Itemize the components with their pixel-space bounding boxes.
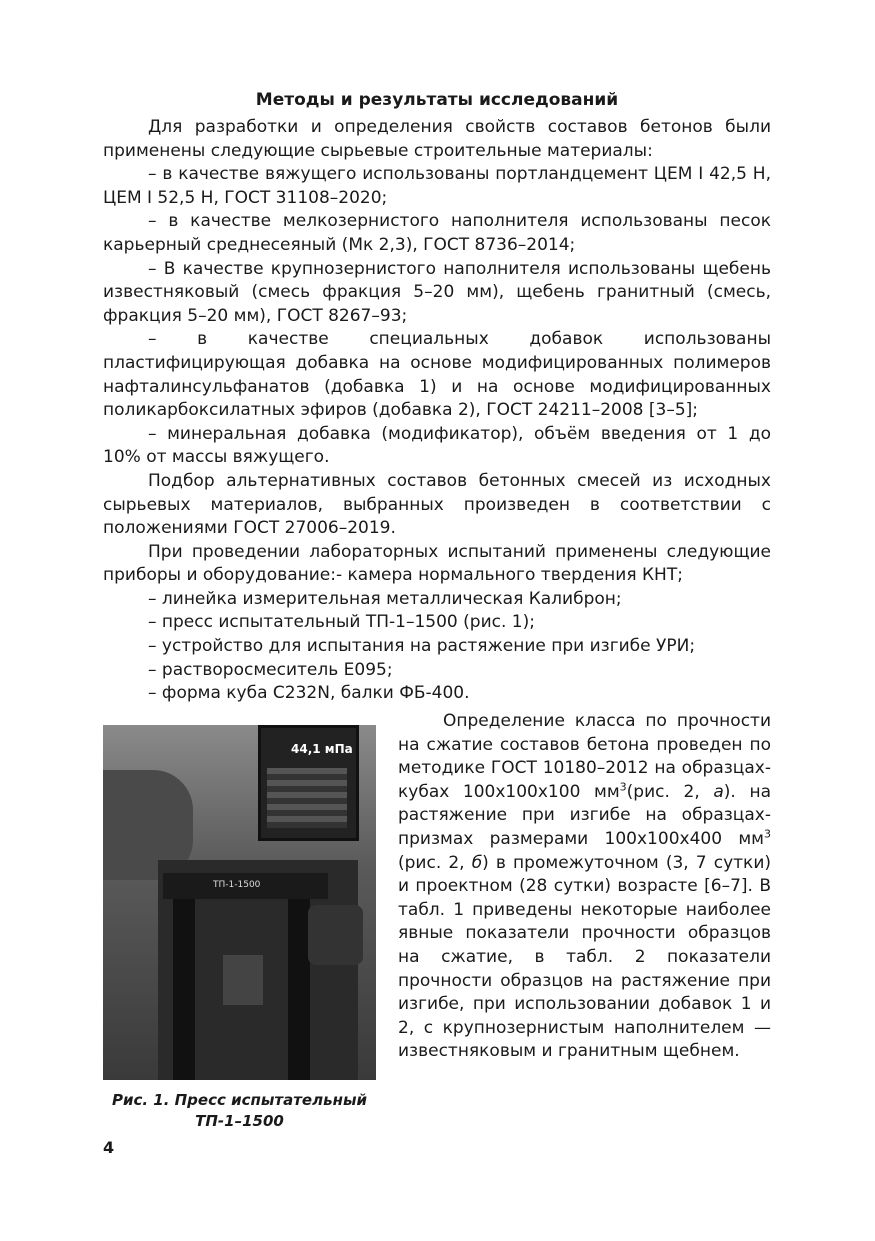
list-item: – минеральная добавка (модификатор), объём введения от 1 до 10% от массы вяжущего. (103, 423, 771, 468)
list-item: – устройство для испытания на растяжение при изгибе УРИ; (148, 636, 696, 657)
list-item: – растворосмеситель Е095; (148, 659, 393, 680)
caption-line-1: Рис. 1. Пресс испытательный (111, 1091, 368, 1109)
list-item: – пресс испытательный ТП-1–1500 (рис. 1); (148, 612, 535, 633)
paragraph: Подбор альтернативных составов бетонных смесей из исходных сырьевых материалов, выбранных произведен в соответствии с положениями ГОСТ 27006–2019. (103, 470, 771, 539)
body-text (103, 116, 771, 706)
press-photo (103, 725, 376, 1080)
caption-line-2: ТП-1–1500 (195, 1112, 284, 1130)
list-item: – в качестве мелкозернистого наполнителя использованы песок карьерный среднесеяный (Мк 2,3), ГОСТ 8736–2014; (103, 211, 771, 255)
machine-label: ТП-1-1500 (213, 880, 261, 890)
list-item: – линейка измерительная металлическая Калиброн; (148, 588, 622, 609)
display-value: 44,1 мПа (291, 742, 353, 756)
list-item: – в качестве вяжущего использованы портландцемент ЦЕМ I 42,5 Н, ЦЕМ I 52,5 Н, ГОСТ 31108–2020; (103, 164, 771, 208)
press-display (258, 725, 359, 841)
figure-1 (103, 725, 376, 1132)
list-item: – В качестве крупнозернистого наполнителя использованы щебень известняковый (смесь фракция 5–20 мм), щебень гранитный (смесь, фракция 5–20 мм), ГОСТ 8267–93; (103, 258, 771, 326)
list-item: – форма куба С232N, балки ФБ-400. (148, 683, 470, 704)
paragraph: При проведении лабораторных испытаний применены следующие приборы и оборудование:- камера нормального твердения КНТ; (103, 541, 771, 586)
figure-caption (103, 1090, 376, 1132)
page-number: 4 (103, 1138, 115, 1157)
method-paragraph: Определение класса по прочности на сжатие составов бетона проведен по методике ГОСТ 10180–2012 на образцах-кубах 100х100х100 $мм^3(рис$. 2, а). на растяжение при изгибе на образцах-призмах размерами 100х100х400 $мм^3$ (рис. 2, б) в промежуточном (3, 7 сутки) и проектном (28 сутки) возрасте [6–7]. В табл. 1 приведены некоторые наиболее явные показатели прочности образцов на сжатие, в табл. 2 показатели прочности образцов на растяжение при изгибе, при использовании добавок 1 и 2, с крупнозернистым наполнителем — известняковым и гранитным щебнем. (398, 711, 771, 1062)
list-item: – в качестве специальных добавок использованы пластифицирующая добавка на основе модифицированных полимеров нафталинсульфанатов (добавка 1) и на основе модифицированных поликарбоксилатных эфиров (добавка 2), ГОСТ 24211–2008 [3–5]; (103, 329, 771, 421)
section-heading: Методы и результаты исследований (255, 90, 619, 110)
right-column (398, 710, 771, 1064)
paragraph: Для разработки и определения свойств составов бетонов были применены следующие сырьевые строительные материалы: (103, 117, 771, 161)
